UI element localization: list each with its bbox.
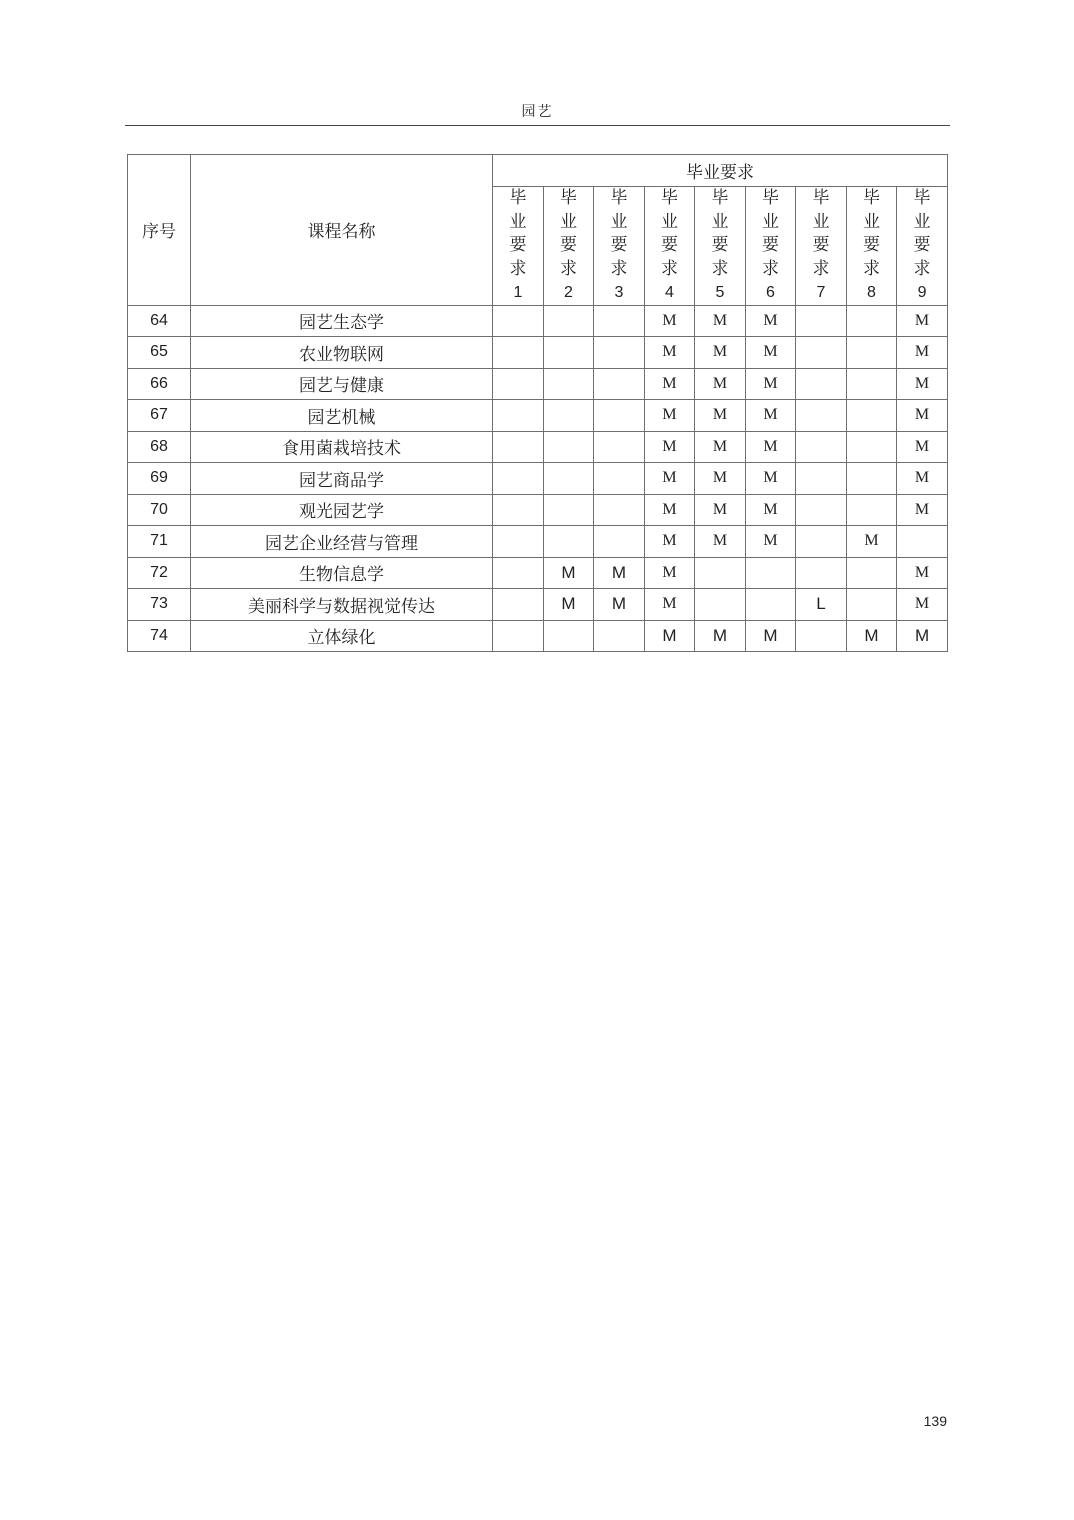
requirement-mark: M [897,494,948,526]
course-name: 园艺生态学 [191,305,493,337]
requirement-mark: M [645,526,695,558]
requirement-mark [493,337,544,369]
requirement-mark: M [897,368,948,400]
requirement-mark [847,337,897,369]
requirement-mark: M [847,620,897,652]
requirement-mark [594,463,645,495]
requirement-header-number: 4 [665,284,674,301]
requirement-mark [544,368,594,400]
requirement-mark [796,368,847,400]
table-row [128,305,948,337]
requirement-mark [746,589,796,621]
requirement-mark [897,526,948,558]
requirement-mark [594,368,645,400]
requirement-mark: M [645,400,695,432]
requirement-mark [847,557,897,589]
course-name: 园艺企业经营与管理 [191,526,493,558]
table-row [128,400,948,432]
requirement-mark: M [645,463,695,495]
requirement-mark [847,400,897,432]
requirement-header-6 [746,187,796,306]
course-name: 美丽科学与数据视觉传达 [191,589,493,621]
requirement-header-label: 毕业要求 [711,188,729,279]
row-number: 71 [128,526,191,558]
requirement-header-label: 毕业要求 [560,188,577,279]
requirement-mark [544,305,594,337]
seq-header: 序号 [128,155,191,306]
course-name: 园艺机械 [191,400,493,432]
requirement-mark: M [695,368,746,400]
requirement-mark [796,620,847,652]
requirement-mark: M [695,400,746,432]
requirement-mark [594,305,645,337]
requirement-header-number: 7 [816,284,826,301]
requirement-mark [493,305,544,337]
requirement-mark [544,463,594,495]
requirement-mark: M [746,368,796,400]
requirement-mark [544,400,594,432]
requirement-mark [847,463,897,495]
requirement-header-4 [645,187,695,306]
graduation-requirements-matrix [127,154,948,652]
requirement-header-number: 9 [917,284,927,301]
row-number: 68 [128,431,191,463]
requirement-mark: M [746,620,796,652]
requirement-mark [493,431,544,463]
course-name: 食用菌栽培技术 [191,431,493,463]
requirement-header-label: 毕业要求 [610,188,628,279]
requirement-mark [796,526,847,558]
requirement-header-label: 毕业要求 [913,188,931,279]
requirement-mark [847,431,897,463]
requirement-mark [493,526,544,558]
row-number: 74 [128,620,191,652]
requirement-mark [695,557,746,589]
requirement-mark: M [897,463,948,495]
requirement-mark: M [544,589,594,621]
course-name: 园艺与健康 [191,368,493,400]
requirement-mark: M [746,463,796,495]
table-header-row [128,155,948,187]
requirement-mark: M [897,557,948,589]
requirement-mark [594,400,645,432]
requirement-mark: M [645,337,695,369]
requirement-mark [594,431,645,463]
table-row [128,337,948,369]
requirement-mark: M [695,337,746,369]
table-row [128,494,948,526]
requirement-mark: M [544,557,594,589]
course-header: 课程名称 [191,155,493,306]
row-number: 66 [128,368,191,400]
header-rule [125,125,950,126]
table-row [128,557,948,589]
requirement-mark: M [897,620,948,652]
row-number: 67 [128,400,191,432]
requirement-mark: M [695,431,746,463]
requirement-mark [847,494,897,526]
requirement-mark [544,431,594,463]
requirement-mark: M [645,305,695,337]
table-row [128,526,948,558]
requirement-mark [493,620,544,652]
running-header-title: 园艺 [521,104,554,120]
requirement-mark [544,494,594,526]
table-row [128,463,948,495]
requirement-mark [594,526,645,558]
requirement-mark: M [695,305,746,337]
requirement-mark: M [897,400,948,432]
course-name: 生物信息学 [191,557,493,589]
requirement-mark: M [746,431,796,463]
course-name: 观光园艺学 [191,494,493,526]
requirement-header-7 [796,187,847,306]
requirement-mark [796,494,847,526]
requirement-header-number: 3 [614,284,624,301]
requirement-mark: M [746,526,796,558]
row-number: 72 [128,557,191,589]
requirement-mark: M [746,305,796,337]
requirement-header-5 [695,187,746,306]
requirement-mark [493,494,544,526]
requirement-mark: M [897,337,948,369]
requirement-mark [544,337,594,369]
requirement-mark: M [645,431,695,463]
requirement-header-label: 毕业要求 [762,188,779,279]
course-name: 园艺商品学 [191,463,493,495]
requirement-mark: M [645,494,695,526]
requirement-mark: M [847,526,897,558]
requirement-header-number: 6 [766,284,775,301]
requirement-header-label: 毕业要求 [812,188,830,279]
requirement-mark: M [695,463,746,495]
requirement-mark [796,400,847,432]
requirement-header-8 [847,187,897,306]
row-number: 64 [128,305,191,337]
requirement-mark [493,557,544,589]
requirement-header-label: 毕业要求 [661,188,678,279]
requirement-header-number: 2 [564,284,573,301]
requirement-mark [796,557,847,589]
requirement-mark [594,494,645,526]
requirement-mark: M [695,526,746,558]
requirement-mark: M [746,337,796,369]
table-row [128,589,948,621]
requirement-mark [796,305,847,337]
row-number: 65 [128,337,191,369]
row-number: 70 [128,494,191,526]
requirement-mark [695,589,746,621]
requirement-header-9 [897,187,948,306]
course-name: 农业物联网 [191,337,493,369]
row-number: 73 [128,589,191,621]
requirement-header-number: 5 [715,284,725,301]
requirement-header-label: 毕业要求 [509,188,527,279]
row-number: 69 [128,463,191,495]
requirement-mark [796,463,847,495]
table-row [128,368,948,400]
requirement-mark: M [594,557,645,589]
requirement-mark: M [746,494,796,526]
requirement-mark: M [645,557,695,589]
requirement-mark [544,620,594,652]
requirement-mark [493,463,544,495]
requirement-mark [847,368,897,400]
requirement-mark: M [695,620,746,652]
requirement-mark [493,589,544,621]
requirement-mark [594,620,645,652]
requirement-header-label: 毕业要求 [863,188,880,279]
requirement-mark [493,400,544,432]
table-row [128,431,948,463]
requirement-mark [544,526,594,558]
requirement-header-2 [544,187,594,306]
requirement-mark [796,337,847,369]
requirement-mark: M [897,305,948,337]
requirement-mark: M [746,400,796,432]
page-number: 139 [923,1413,947,1429]
table-row [128,620,948,652]
requirement-header-number: 1 [513,284,523,301]
requirement-mark: M [897,431,948,463]
requirement-mark: M [695,494,746,526]
requirement-mark [847,305,897,337]
requirement-header-number: 8 [867,284,876,301]
requirement-mark: M [645,368,695,400]
requirement-mark: M [645,589,695,621]
course-name: 立体绿化 [191,620,493,652]
requirement-header-3 [594,187,645,306]
graduation-requirements-header: 毕业要求 [493,155,948,187]
requirement-mark [796,431,847,463]
requirement-mark: L [796,589,847,621]
requirement-header-1 [493,187,544,306]
requirement-mark [594,337,645,369]
requirement-mark [847,589,897,621]
requirement-mark [493,368,544,400]
requirement-mark: M [645,620,695,652]
requirement-mark: M [594,589,645,621]
requirement-mark [746,557,796,589]
requirement-mark: M [897,589,948,621]
